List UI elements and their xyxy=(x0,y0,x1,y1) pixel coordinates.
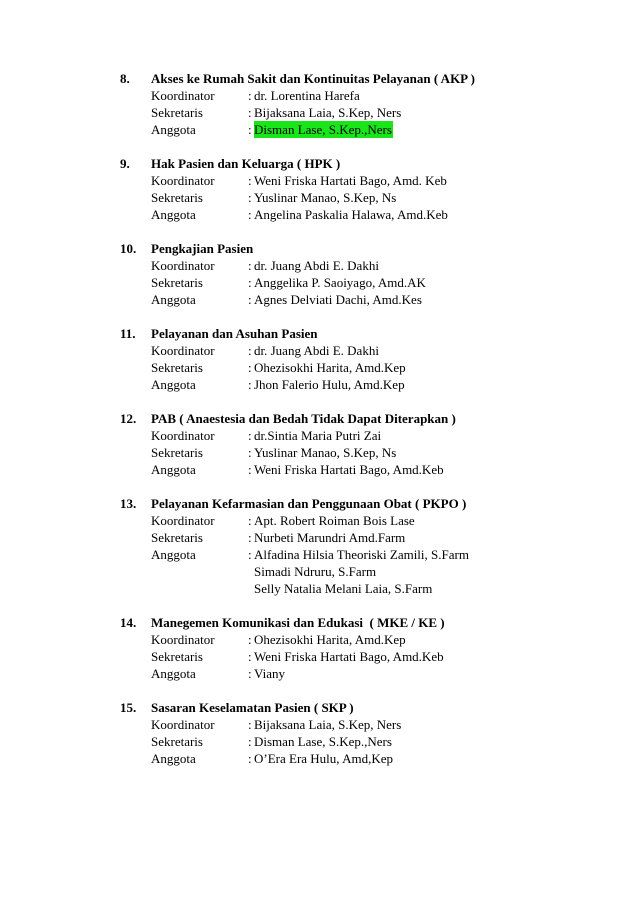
colon-separator: : xyxy=(248,190,252,205)
section-heading xyxy=(120,155,600,172)
colon-separator: : xyxy=(248,717,252,732)
role-label: Koordinator xyxy=(151,632,215,647)
role-label: Sekretaris xyxy=(151,360,203,375)
section-number: 12. xyxy=(120,411,137,426)
colon-separator: : xyxy=(248,734,252,749)
section-members xyxy=(151,342,600,393)
colon-separator: : xyxy=(248,751,252,766)
section-members xyxy=(151,512,600,597)
member-row-koordinator xyxy=(151,631,600,648)
section-number: 9. xyxy=(120,156,130,171)
colon-separator: : xyxy=(248,88,252,103)
colon-separator: : xyxy=(248,122,252,137)
section-heading xyxy=(120,240,600,257)
member-row-anggota xyxy=(151,546,600,597)
role-label: Anggota xyxy=(151,666,196,681)
member-row-sekretaris xyxy=(151,529,600,546)
role-label: Koordinator xyxy=(151,173,215,188)
section-title: Pelayanan Kefarmasian dan Penggunaan Obat ( PKPO ) xyxy=(151,496,467,511)
member-row-koordinator xyxy=(151,716,600,733)
member-row-koordinator xyxy=(151,342,600,359)
role-label: Koordinator xyxy=(151,88,215,103)
section-heading xyxy=(120,410,600,427)
member-row-koordinator xyxy=(151,512,600,529)
committee-list xyxy=(120,70,600,784)
role-label: Koordinator xyxy=(151,717,215,732)
member-name: Ohezisokhi Harita, Amd.Kep xyxy=(254,632,406,647)
section-members xyxy=(151,631,600,682)
section-pab xyxy=(120,410,600,478)
member-row-anggota xyxy=(151,376,600,393)
section-members xyxy=(151,257,600,308)
member-name: Ohezisokhi Harita, Amd.Kep xyxy=(254,360,406,375)
section-members xyxy=(151,427,600,478)
section-skp xyxy=(120,699,600,767)
section-heading xyxy=(120,699,600,716)
section-title: Sasaran Keselamatan Pasien ( SKP ) xyxy=(151,700,354,715)
colon-separator: : xyxy=(248,292,252,307)
member-row-sekretaris xyxy=(151,444,600,461)
member-row-sekretaris xyxy=(151,189,600,206)
member-name: dr. Juang Abdi E. Dakhi xyxy=(254,258,379,273)
member-name: Disman Lase, S.Kep.,Ners xyxy=(254,734,392,749)
colon-separator: : xyxy=(248,632,252,647)
colon-separator: : xyxy=(248,258,252,273)
role-label: Anggota xyxy=(151,207,196,222)
colon-separator: : xyxy=(248,207,252,222)
role-label: Anggota xyxy=(151,751,196,766)
section-title: Manegemen Komunikasi dan Edukasi ( MKE / KE ) xyxy=(151,615,445,630)
member-row-koordinator xyxy=(151,172,600,189)
colon-separator: : xyxy=(248,547,252,562)
member-name: dr. Lorentina Harefa xyxy=(254,88,360,103)
role-label: Sekretaris xyxy=(151,734,203,749)
section-members xyxy=(151,716,600,767)
colon-separator: : xyxy=(248,343,252,358)
member-name: Selly Natalia Melani Laia, S.Farm xyxy=(254,581,433,596)
role-label: Koordinator xyxy=(151,343,215,358)
member-row-sekretaris xyxy=(151,104,600,121)
colon-separator: : xyxy=(248,377,252,392)
section-number: 13. xyxy=(120,496,137,511)
member-name: Agnes Delviati Dachi, Amd.Kes xyxy=(254,292,422,307)
role-label: Anggota xyxy=(151,292,196,307)
member-row-sekretaris xyxy=(151,733,600,750)
section-number: 15. xyxy=(120,700,137,715)
colon-separator: : xyxy=(248,530,252,545)
colon-separator: : xyxy=(248,105,252,120)
member-row-sekretaris xyxy=(151,648,600,665)
role-label: Koordinator xyxy=(151,428,215,443)
member-name: Angelina Paskalia Halawa, Amd.Keb xyxy=(254,207,448,222)
colon-separator: : xyxy=(248,649,252,664)
section-number: 11. xyxy=(120,326,136,341)
section-title: PAB ( Anaestesia dan Bedah Tidak Dapat Diterapkan ) xyxy=(151,411,456,426)
member-name: Bijaksana Laia, S.Kep, Ners xyxy=(254,717,402,732)
section-pengkajian-pasien xyxy=(120,240,600,308)
member-name: dr. Juang Abdi E. Dakhi xyxy=(254,343,379,358)
role-label: Sekretaris xyxy=(151,190,203,205)
role-label: Koordinator xyxy=(151,258,215,273)
colon-separator: : xyxy=(248,445,252,460)
member-name: Viany xyxy=(254,666,285,681)
member-name: Yuslinar Manao, S.Kep, Ns xyxy=(254,190,397,205)
colon-separator: : xyxy=(248,360,252,375)
member-name: O’Era Era Hulu, Amd,Kep xyxy=(254,751,393,766)
section-hpk xyxy=(120,155,600,223)
member-row-anggota xyxy=(151,665,600,682)
member-row-anggota xyxy=(151,206,600,223)
member-name: Apt. Robert Roiman Bois Lase xyxy=(254,513,415,528)
role-label: Sekretaris xyxy=(151,275,203,290)
colon-separator: : xyxy=(248,666,252,681)
member-name: Jhon Falerio Hulu, Amd.Kep xyxy=(254,377,405,392)
section-number: 10. xyxy=(120,241,137,256)
role-label: Sekretaris xyxy=(151,649,203,664)
member-name: Weni Friska Hartati Bago, Amd.Keb xyxy=(254,649,444,664)
member-name: Weni Friska Hartati Bago, Amd. Keb xyxy=(254,173,447,188)
section-heading xyxy=(120,614,600,631)
member-name: Yuslinar Manao, S.Kep, Ns xyxy=(254,445,397,460)
section-members xyxy=(151,172,600,223)
member-row-sekretaris xyxy=(151,274,600,291)
member-name: Alfadina Hilsia Theoriski Zamili, S.Farm xyxy=(254,547,469,562)
section-akp xyxy=(120,70,600,138)
member-name: Simadi Ndruru, S.Farm xyxy=(254,564,377,579)
member-name: Weni Friska Hartati Bago, Amd.Keb xyxy=(254,462,444,477)
section-number: 8. xyxy=(120,71,130,86)
member-name: Anggelika P. Saoiyago, Amd.AK xyxy=(254,275,426,290)
member-row-koordinator xyxy=(151,87,600,104)
colon-separator: : xyxy=(248,173,252,188)
member-row-sekretaris xyxy=(151,359,600,376)
section-pelayanan-asuhan xyxy=(120,325,600,393)
role-label: Koordinator xyxy=(151,513,215,528)
section-title: Hak Pasien dan Keluarga ( HPK ) xyxy=(151,156,341,171)
member-row-anggota xyxy=(151,291,600,308)
highlighted-member-name: Disman Lase, S.Kep.,Ners xyxy=(254,122,392,137)
member-name: Bijaksana Laia, S.Kep, Ners xyxy=(254,105,402,120)
member-name: dr.Sintia Maria Putri Zai xyxy=(254,428,382,443)
member-row-anggota xyxy=(151,461,600,478)
colon-separator: : xyxy=(248,275,252,290)
member-row-anggota xyxy=(151,121,600,138)
section-title: Akses ke Rumah Sakit dan Kontinuitas Pelayanan ( AKP ) xyxy=(151,71,475,86)
section-heading xyxy=(120,70,600,87)
section-title: Pelayanan dan Asuhan Pasien xyxy=(151,326,318,341)
role-label: Sekretaris xyxy=(151,530,203,545)
role-label: Sekretaris xyxy=(151,105,203,120)
member-row-koordinator xyxy=(151,257,600,274)
section-number: 14. xyxy=(120,615,137,630)
section-members xyxy=(151,87,600,138)
section-heading xyxy=(120,495,600,512)
section-title: Pengkajian Pasien xyxy=(151,241,254,256)
colon-separator: : xyxy=(248,428,252,443)
colon-separator: : xyxy=(248,513,252,528)
section-heading xyxy=(120,325,600,342)
role-label: Sekretaris xyxy=(151,445,203,460)
member-row-anggota xyxy=(151,750,600,767)
section-mke xyxy=(120,614,600,682)
section-pkpo xyxy=(120,495,600,597)
role-label: Anggota xyxy=(151,122,196,137)
member-row-koordinator xyxy=(151,427,600,444)
colon-separator: : xyxy=(248,462,252,477)
role-label: Anggota xyxy=(151,462,196,477)
role-label: Anggota xyxy=(151,377,196,392)
member-name: Nurbeti Marundri Amd.Farm xyxy=(254,530,406,545)
role-label: Anggota xyxy=(151,547,196,562)
